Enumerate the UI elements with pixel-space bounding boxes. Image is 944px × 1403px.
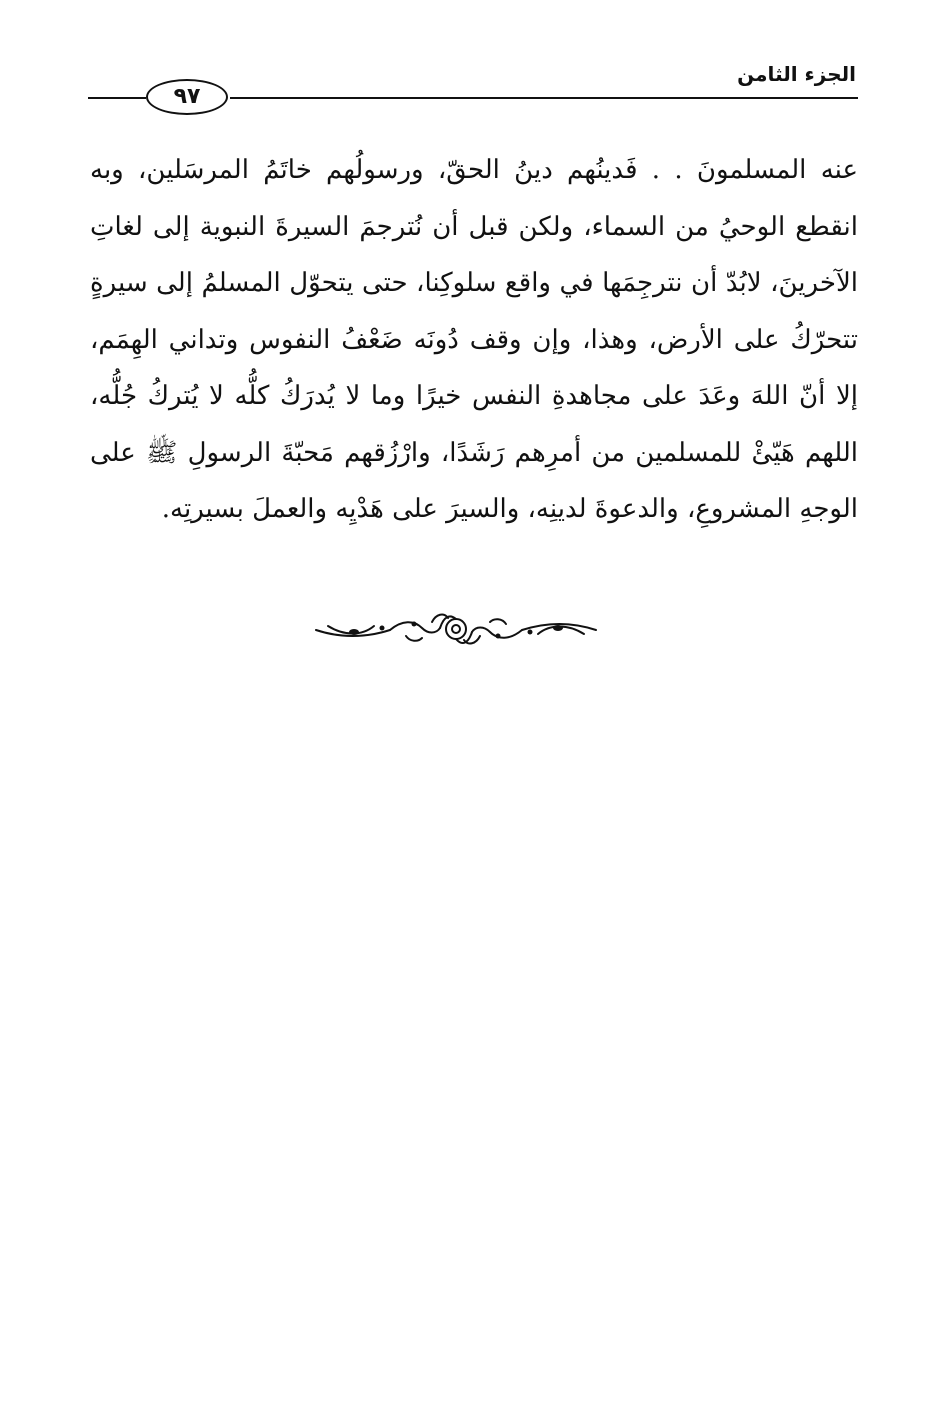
header-rule-left xyxy=(88,97,146,99)
page-header xyxy=(0,0,944,140)
decorative-scroll-divider-icon xyxy=(310,608,602,650)
page-number: ٩٧ xyxy=(146,79,228,115)
header-rule-right xyxy=(230,97,858,99)
running-title: الجزء الثامن xyxy=(737,62,856,86)
body-paragraph: عنه المسلمونَ . . فَدينُهم دينُ الحقّ، ورسولُهم خاتَمُ المرسَلين، وبه انقطع الوحيُ من السماء، ولكن قبل أن نُترجمَ السيرةَ النبوية إلى لغاتِ الآخرينَ، لابُدّ أن نترجِمَها في واقع سلوكِنا، حتى يتحوّل المسلمُ إلى سيرةٍ تتحرّكُ على الأرض، وهذا، وإن وقف دُونَه ضَعْفُ النفوس وتداني الهِمَم، إلا أنّ اللهَ وعَدَ على مجاهدةِ النفس خيرًا وما لا يُدرَكُ كلُّه لا يُتركُ جُلُّه، اللهم هَيّئْ للمسلمين من أمرِهم رَشَدًا، وارْزُقهم مَحبّةَ الرسولِ ﷺ على الوجهِ المشروعِ، والدعوةَ لدينِه، والسيرَ على هَدْيِه والعملَ بسيرتِه. xyxy=(90,155,858,524)
